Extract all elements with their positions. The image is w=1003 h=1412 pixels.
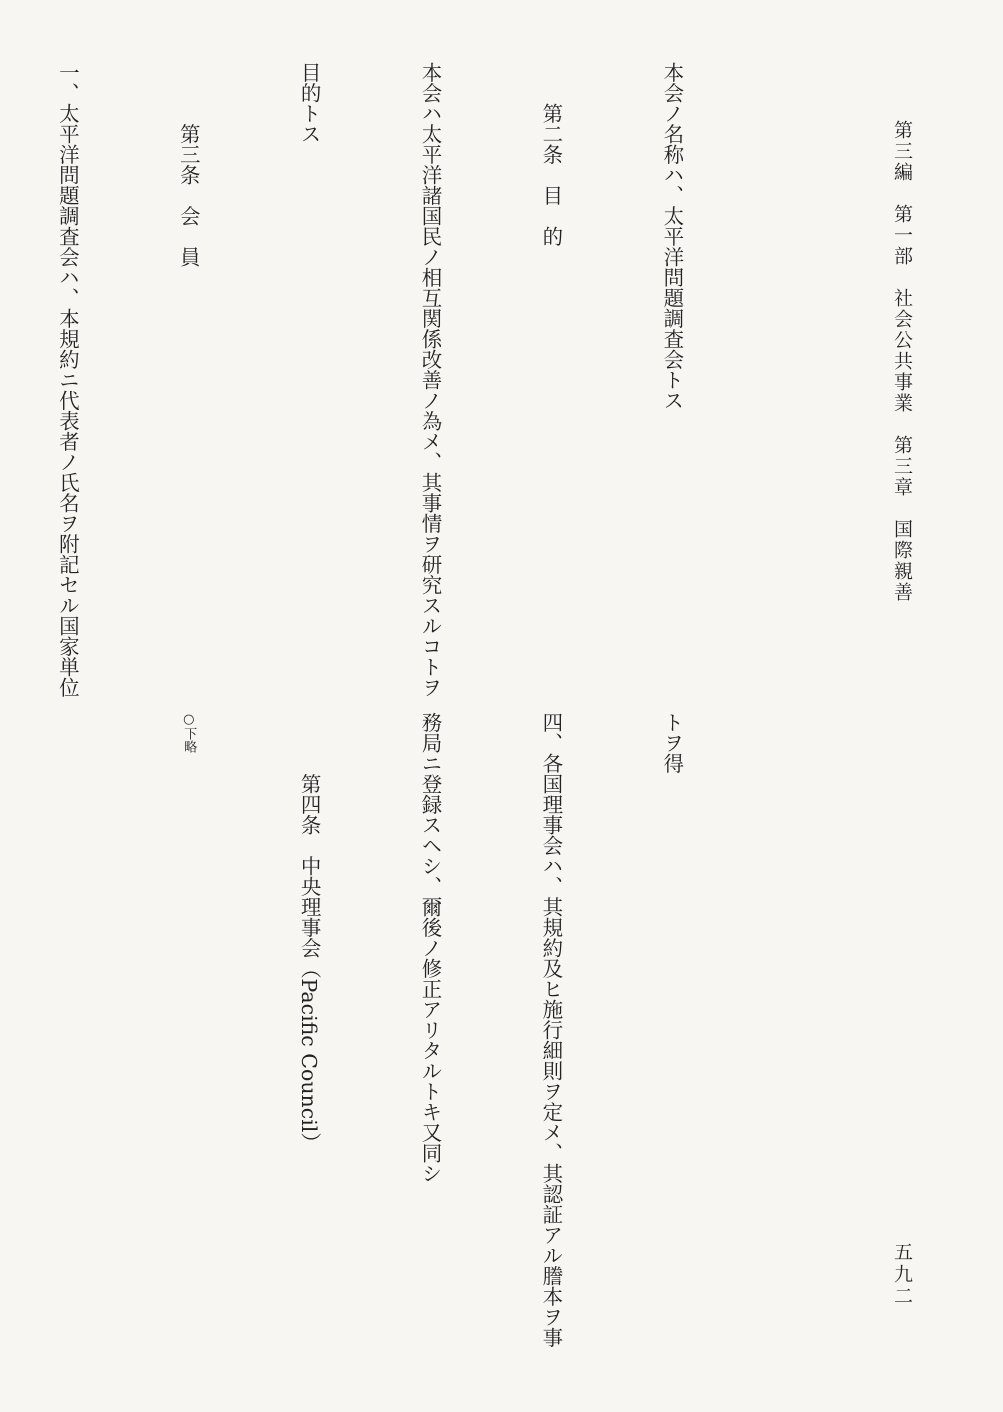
text-column: 本会ノ名称ハ、太平洋問題調査会トス [659,62,684,411]
upper-text-block [0,62,853,698]
page-number: 五九二 [891,1242,913,1308]
text-column: 務局ニ登録スヘシ、爾後ノ修正アリタルトキ又同シ [418,712,443,1184]
text-column: 第四条 中央理事会（Pacific Council） [297,712,322,1153]
lower-text-block [0,712,853,1348]
text-column: トヲ得 [659,712,684,774]
text-column: 一、太平洋問題調査会ハ、本規約ニ代表者ノ氏名ヲ附記セル国家単位 [55,62,80,698]
text-column: 目的トス [297,62,322,144]
omission-note: ○下略 [181,712,197,753]
text-column: 第二条 目 的 [538,62,563,247]
running-header: 第三編 第一部 社会公共事業 第三章 国際親善 [891,120,913,603]
text-column: 四、各国理事会ハ、其規約及ヒ施行細則ヲ定メ、其認証アル謄本ヲ事 [538,712,563,1348]
text-column: 本会ハ太平洋諸国民ノ相互関係改善ノ為メ、其事情ヲ研究スルコトヲ [418,62,443,698]
document-title [0,712,7,1332]
text-column: 第三条 会 員 [176,62,201,267]
